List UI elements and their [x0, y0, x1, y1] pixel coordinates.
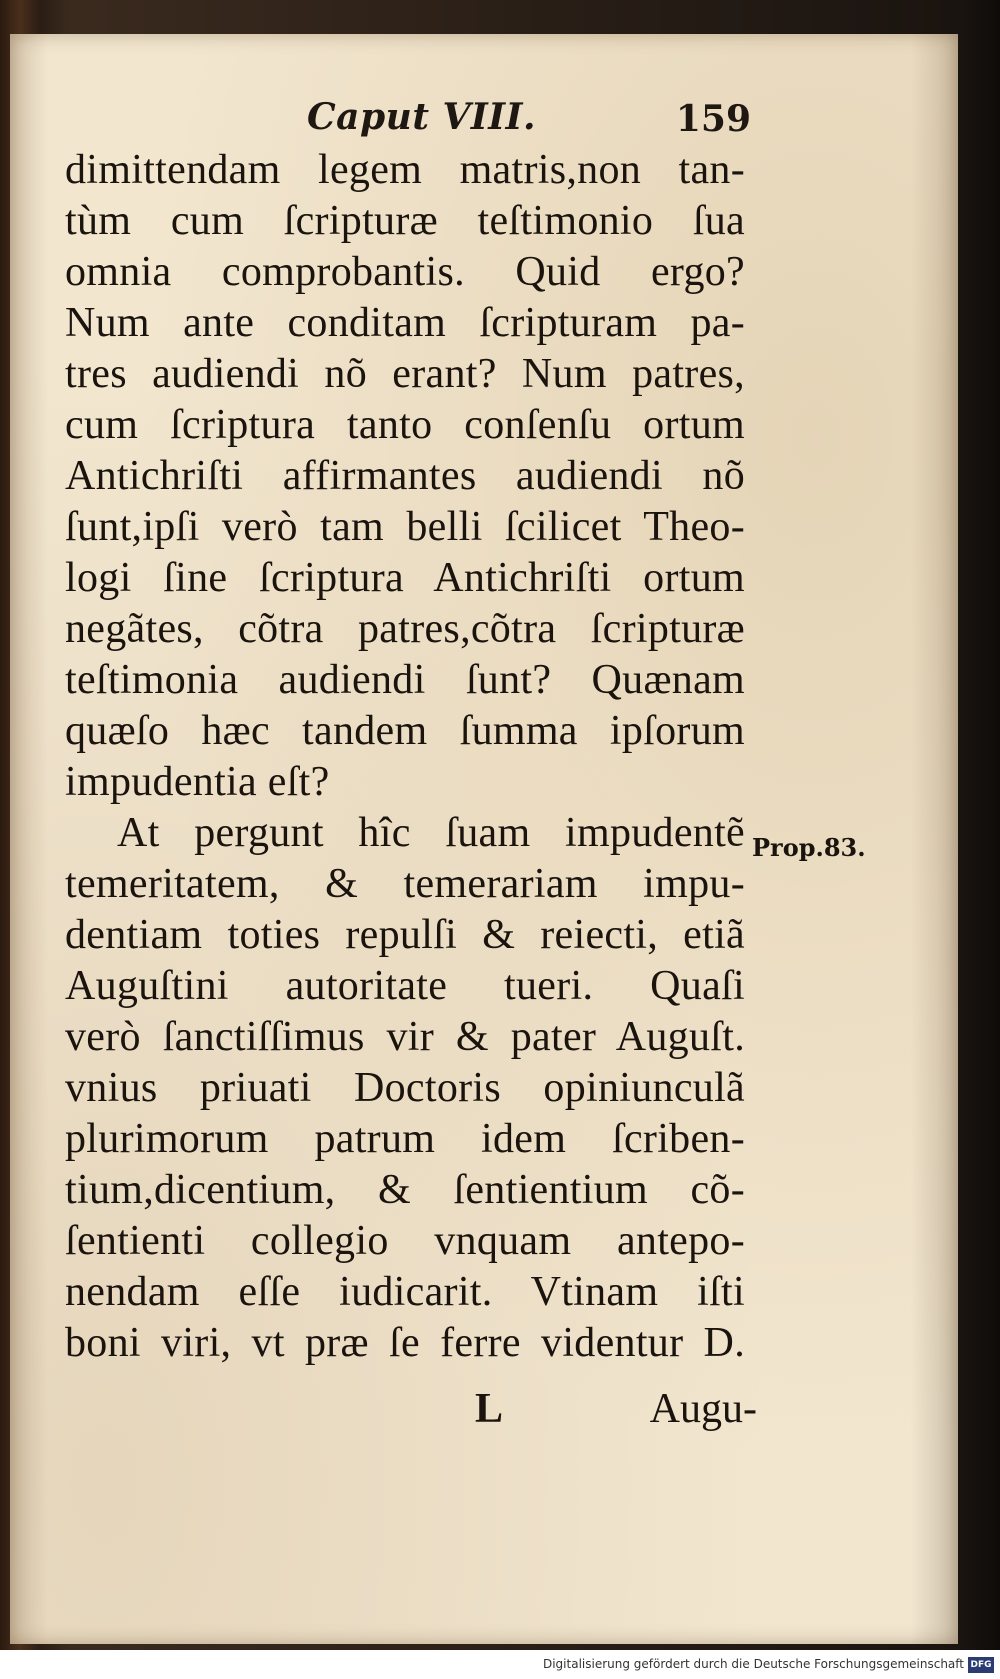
text-line: tùm cum ſcripturæ teſtimonio ſua: [65, 198, 745, 244]
text-line: dimittendam legem matris,non tan-: [65, 147, 745, 193]
page-number: 159: [675, 98, 751, 140]
running-head: Caput VIII.: [307, 96, 536, 138]
text-line: teſtimonia audiendi ſunt? Quænam: [65, 657, 745, 703]
page-footer: [65, 1385, 757, 1435]
text-line: cum ſcriptura tanto conſenſu ortum: [65, 402, 745, 448]
text-line: boni viri, vt præ ſe ferre videntur D.: [65, 1320, 745, 1366]
text-line: ſunt,ipſi verò tam belli ſcilicet Theo-: [65, 504, 745, 550]
text-line: plurimorum patrum idem ſcriben-: [65, 1116, 745, 1162]
text-line: dentiam toties repulſi & reiecti, etiã: [65, 912, 745, 958]
text-line: omnia comprobantis. Quid ergo?: [65, 249, 745, 295]
text-line: logi ſine ſcriptura Antichriſti ortum: [65, 555, 745, 601]
signature-mark: L: [475, 1386, 504, 1432]
text-line: tres audiendi nõ erant? Num patres,: [65, 351, 745, 397]
text-line: tium,dicentium, & ſentientium cõ-: [65, 1167, 745, 1213]
text-line: ſentienti collegio vnquam antepo-: [65, 1218, 745, 1264]
text-line: quæſo hæc tandem ſumma ipſorum: [65, 708, 745, 754]
digitization-credit: [0, 1652, 1000, 1679]
body-text: [65, 145, 745, 1369]
text-line: Auguſtini autoritate tueri. Quaſi: [65, 963, 745, 1009]
text-line: vnius priuati Doctoris opiniunculã: [65, 1065, 745, 1111]
catchword: Augu-: [649, 1386, 757, 1432]
marginal-note: Prop.83.: [752, 833, 866, 862]
page-header: [60, 96, 760, 146]
credit-text: Digitalisierung gefördert durch die Deutsche Forschungsgemeinschaft: [542, 1657, 964, 1671]
text-line: At pergunt hîc ſuam impudentẽ: [117, 810, 745, 856]
text-line: verò ſanctiſſimus vir & pater Auguſt.: [65, 1014, 745, 1060]
text-line: nendam eſſe iudicarit. Vtinam iſti: [65, 1269, 745, 1315]
text-line: Antichriſti affirmantes audiendi nõ: [65, 453, 745, 499]
text-line: impudentia eſt?: [65, 759, 330, 805]
text-line: Num ante conditam ſcripturam pa-: [65, 300, 745, 346]
dfg-logo: DFG: [968, 1657, 994, 1673]
text-line: temeritatem, & temerariam impu-: [65, 861, 745, 907]
text-line: negãtes, cõtra patres,cõtra ſcripturæ: [65, 606, 745, 652]
